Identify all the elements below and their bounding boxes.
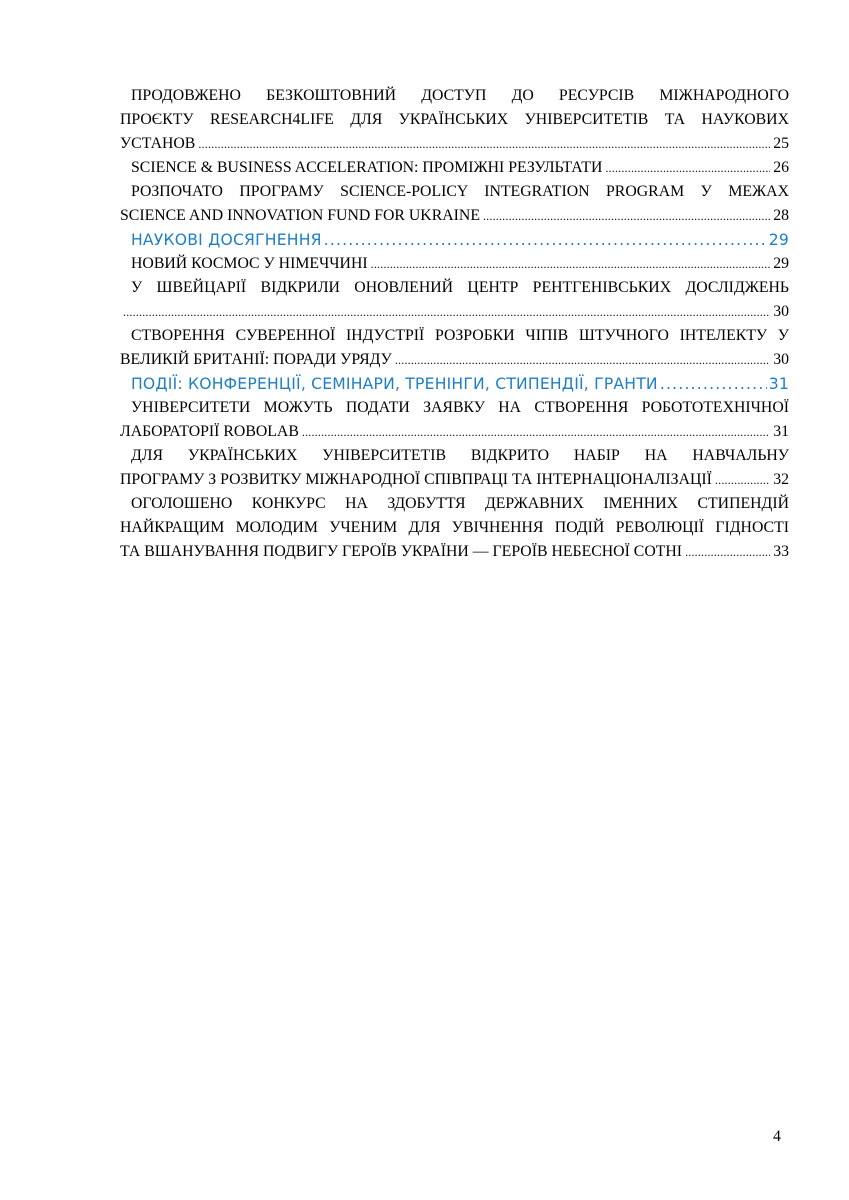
toc-entry-ai-chips-uk[interactable] xyxy=(120,324,789,372)
toc-entry-last-line xyxy=(120,348,789,372)
toc-section-heading-events[interactable] xyxy=(120,372,789,396)
toc-entry-line: РОЗПОЧАТО ПРОГРАМУ SCIENCE-POLICY INTEGRATION PROGRAM У МЕЖАХ xyxy=(131,183,789,200)
dot-leader xyxy=(483,204,770,228)
toc-section-title: НАУКОВІ ДОСЯГНЕННЯ xyxy=(131,231,322,249)
dot-leader xyxy=(324,228,767,252)
toc-entry-title: УСТАНОВ xyxy=(120,135,196,152)
page-number: 4 xyxy=(773,1128,781,1145)
toc-page-number: 25 xyxy=(773,135,789,152)
toc-entry-scholarships-contest[interactable] xyxy=(120,492,789,564)
toc-entry-title: ТА ВШАНУВАННЯ ПОДВИГУ ГЕРОЇВ УКРАЇНИ — ГЕРОЇВ НЕБЕСНОЇ СОТНІ xyxy=(120,543,683,560)
toc-page-number: 31 xyxy=(773,423,789,440)
toc-entry-line: ПРОДОВЖЕНО БЕЗКОШТОВНИЙ ДОСТУП ДО РЕСУРСІВ МІЖНАРОДНОГО xyxy=(131,87,789,104)
dot-leader xyxy=(371,252,771,276)
toc-page-number: 26 xyxy=(773,159,789,176)
toc-entry-title: НОВИЙ КОСМОС У НІМЕЧЧИНІ xyxy=(131,255,368,272)
toc-entry-last-line xyxy=(120,300,789,324)
toc-entry-last-line xyxy=(120,204,789,228)
toc-entry-robolab[interactable] xyxy=(120,396,789,444)
toc-page-number: 32 xyxy=(773,471,789,488)
toc-page-number: 29 xyxy=(773,255,789,272)
toc-entry-title: ВЕЛИКІЙ БРИТАНІЇ: ПОРАДИ УРЯДУ xyxy=(120,351,392,368)
toc-entry-title: ПРОГРАМУ З РОЗВИТКУ МІЖНАРОДНОЇ СПІВПРАЦІ ТА ІНТЕРНАЦІОНАЛІЗАЦІЇ xyxy=(120,471,712,488)
toc-page-number: 30 xyxy=(773,303,789,320)
toc-entry-last-line xyxy=(120,252,789,276)
toc-entry-swiss-xray-center[interactable] xyxy=(120,276,789,324)
toc-page-number: 29 xyxy=(768,231,789,249)
toc-page-number: 33 xyxy=(773,543,789,560)
toc-entry-line: ПРОЄКТУ RESEARCH4LIFE ДЛЯ УКРАЇНСЬКИХ УНІВЕРСИТЕТІВ ТА НАУКОВИХ xyxy=(120,111,789,128)
toc-entry-line: НАЙКРАЩИМ МОЛОДИМ УЧЕНИМ ДЛЯ УВІЧНЕННЯ ПОДІЙ РЕВОЛЮЦІЇ ГІДНОСТІ xyxy=(120,519,789,536)
toc-entry-internationalization-program[interactable] xyxy=(120,444,789,492)
toc-entry-last-line xyxy=(120,540,789,564)
dot-leader xyxy=(685,540,770,564)
toc-entry-last-line xyxy=(120,372,789,396)
toc-entry-last-line xyxy=(120,132,789,156)
dot-leader xyxy=(198,132,770,156)
dot-leader xyxy=(715,468,770,492)
toc-entry-line: У ШВЕЙЦАРІЇ ВІДКРИЛИ ОНОВЛЕНИЙ ЦЕНТР РЕНТГЕНІВСЬКИХ ДОСЛІДЖЕНЬ xyxy=(131,279,789,296)
toc-section-title: ПОДІЇ: КОНФЕРЕНЦІЇ, СЕМІНАРИ, ТРЕНІНГИ, СТИПЕНДІЇ, ГРАНТИ xyxy=(131,375,658,393)
toc-entry-last-line xyxy=(120,420,789,444)
toc-page-number: 28 xyxy=(773,207,789,224)
toc-entry-last-line xyxy=(120,228,789,252)
toc-entry-science-policy-program[interactable] xyxy=(120,180,789,228)
toc-entry-line: СТВОРЕННЯ СУВЕРЕННОЇ ІНДУСТРІЇ РОЗРОБКИ ЧІПІВ ШТУЧНОГО ІНТЕЛЕКТУ У xyxy=(131,327,789,344)
toc-entry-line: УНІВЕРСИТЕТИ МОЖУТЬ ПОДАТИ ЗАЯВКУ НА СТВОРЕННЯ РОБОТОТЕХНІЧНОЇ xyxy=(131,399,789,416)
dot-leader xyxy=(660,372,767,396)
toc-entry-title: SCIENCE & BUSINESS ACCELERATION: ПРОМІЖНІ РЕЗУЛЬТАТИ xyxy=(131,159,603,176)
dot-leader xyxy=(395,348,770,372)
table-of-contents xyxy=(120,84,789,564)
dot-leader xyxy=(123,300,770,324)
dot-leader xyxy=(605,156,770,180)
toc-page-number: 30 xyxy=(773,351,789,368)
toc-entry-new-space-germany[interactable] xyxy=(120,252,789,276)
toc-page-number: 31 xyxy=(768,375,789,393)
toc-entry-research4life[interactable] xyxy=(120,84,789,156)
toc-entry-title: ЛАБОРАТОРІЇ ROBOLAB xyxy=(120,423,299,440)
toc-entry-science-business-acceleration[interactable] xyxy=(120,156,789,180)
toc-section-heading-achievements[interactable] xyxy=(120,228,789,252)
toc-entry-title: SCIENCE AND INNOVATION FUND FOR UKRAINE xyxy=(120,207,480,224)
dot-leader xyxy=(302,420,770,444)
toc-entry-line: ДЛЯ УКРАЇНСЬКИХ УНІВЕРСИТЕТІВ ВІДКРИТО НАБІР НА НАВЧАЛЬНУ xyxy=(131,447,789,464)
toc-entry-line: ОГОЛОШЕНО КОНКУРС НА ЗДОБУТТЯ ДЕРЖАВНИХ ІМЕННИХ СТИПЕНДІЙ xyxy=(131,495,789,512)
toc-entry-last-line xyxy=(120,468,789,492)
toc-entry-last-line xyxy=(120,156,789,180)
